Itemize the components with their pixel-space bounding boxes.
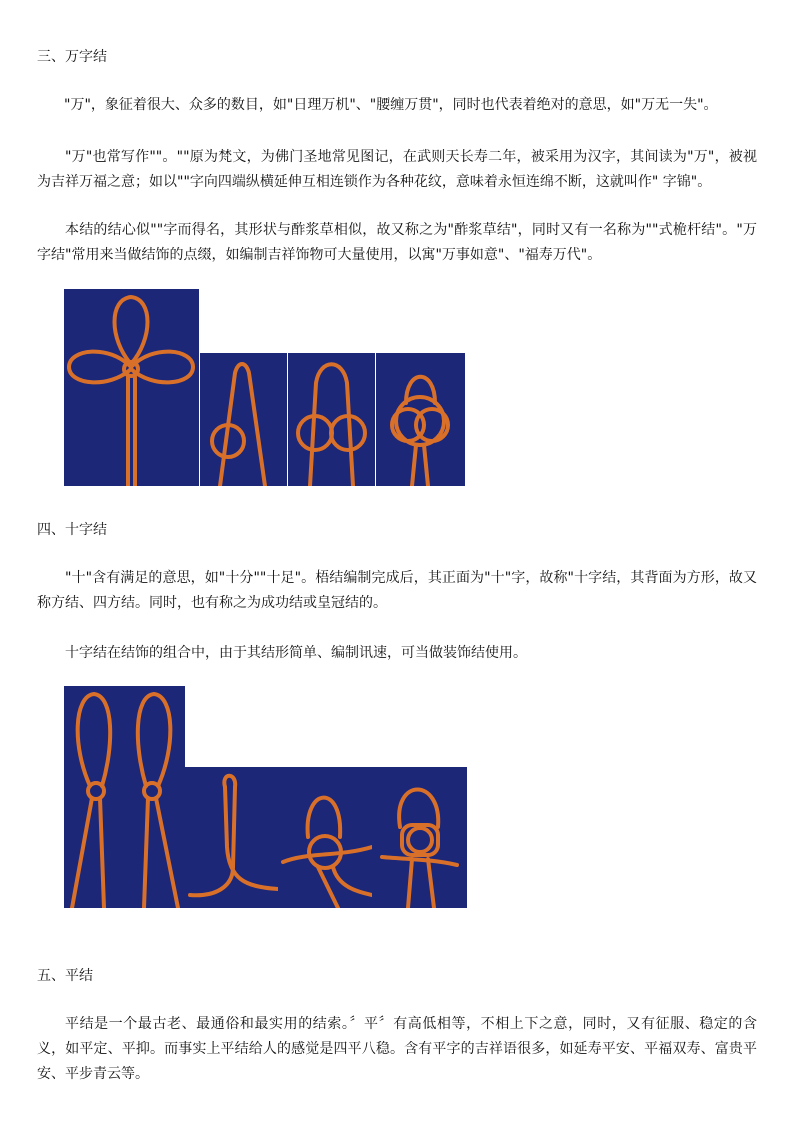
wanzi-knot-photo-finished — [64, 289, 199, 486]
section-heading-wanzi: 三、万字结 — [37, 49, 107, 65]
shizi-knot-photo-step2 — [278, 767, 372, 908]
section-heading-shizi: 四、十字结 — [37, 522, 107, 538]
wanzi-knot-photo-step1 — [200, 353, 287, 486]
paragraph-pingjie-1: 平结是一个最古老、最通俗和最实用的结索。〞平〞有高低相等，不相上下之意，同时，又有征服、稳定的含义，如平定、平抑。而事实上平结给人的感觉是四平八稳。含有平字的吉祥语很多，如延寿平安、平福双寿、富贵平安、平步青云等。 — [37, 1016, 757, 1082]
section-heading-pingjie: 五、平结 — [37, 968, 93, 984]
paragraph-shizi-1: "十"含有满足的意思，如"十分""十足"。梧结编制完成后，其正面为"十"字，故称"十字结，其背面为方形，故又称方结、四方结。同时，也有称之为成功结或皇冠结的。 — [37, 570, 757, 611]
shizi-knot-photo-step3 — [372, 767, 467, 908]
wanzi-knot-photo-step2 — [288, 353, 375, 486]
paragraph-shizi-2: 十字结在结饰的组合中，由于其结形简单、编制讯速，可当做装饰结使用。 — [65, 645, 527, 661]
shizi-knot-photo-finished — [64, 686, 185, 908]
shizi-knot-photo-step1 — [185, 767, 278, 908]
paragraph-wanzi-1: "万"，象征着很大、众多的数目，如"日理万机"、"腰缠万贯"，同时也代表着绝对的意思，如"万无一失"。 — [64, 97, 718, 113]
wanzi-knot-photo-step3 — [376, 353, 465, 486]
paragraph-wanzi-2: "万"也常写作""。""原为梵文，为佛门圣地常见图记，在武则天长寿二年，被采用为汉字，其间读为"万"，被视为吉祥万福之意；如以""字向四端纵横延伸互相连锁作为各种花纹，意味着永恒连绵不断，这就叫作" 字锦"。 — [37, 149, 757, 190]
paragraph-wanzi-3: 本结的结心似""字而得名，其形状与酢浆草相似，故又称之为"酢浆草结"，同时又有一名称为""式桅杆结"。"万字结"常用来当做结饰的点缀，如编制吉祥饰物可大量使用，以寓"万事如意"、"福寿万代"。 — [37, 222, 757, 263]
